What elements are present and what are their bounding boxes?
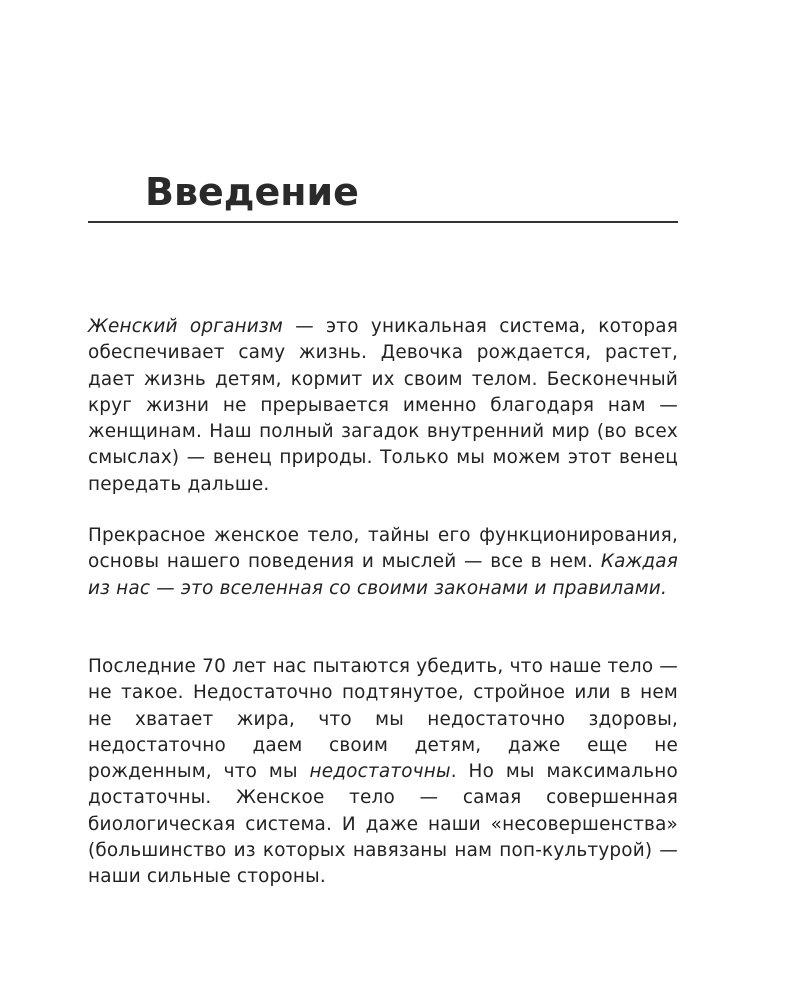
paragraph-2-text: Прекрасное женское тело, тайны его функционирования, основы нашего поведения и мыслей — все в нем. [88, 525, 678, 573]
paragraph-1 [88, 314, 678, 498]
paragraph-3-text-before: Последние 70 лет нас пытаются убедить, что наше тело — не такое. Недостаточно подтянутое, стройное или в нем не хватает жира, что мы недостаточно здоровы, недостаточно даем своим детям, даже еще не рожденным, что мы [88, 656, 678, 783]
paragraph-1-text: — это уникальная система, которая обеспечивает саму жизнь. Девочка рождается, растет, дает жизнь детям, кормит их своим телом. Бесконечный круг жизни не прерывается именно благодаря нам — женщинам. Наш полный загадок внутренний мир (во всех смыслах) — венец природы. Только мы можем этот венец передать дальше. [88, 316, 679, 495]
paragraph-3-italic-word: недостаточны [309, 761, 451, 783]
paragraph-3 [88, 654, 678, 891]
paragraph-1-italic-lead: Женский организм [88, 316, 283, 337]
chapter-title: Введение [145, 170, 359, 214]
paragraph-3-text-after: . Но мы максимально достаточны. Женское тело — самая совершенная биологическая система. И даже наши «несовершенства» (большинство из которых навязаны нам поп-культурой) — наши сильные стороны. [88, 761, 678, 888]
paragraph-2 [88, 523, 678, 602]
paragraph-2-italic-tail: Каждая из нас — это вселенная со своими законами и правилами. [88, 551, 678, 599]
title-underline [88, 221, 678, 223]
